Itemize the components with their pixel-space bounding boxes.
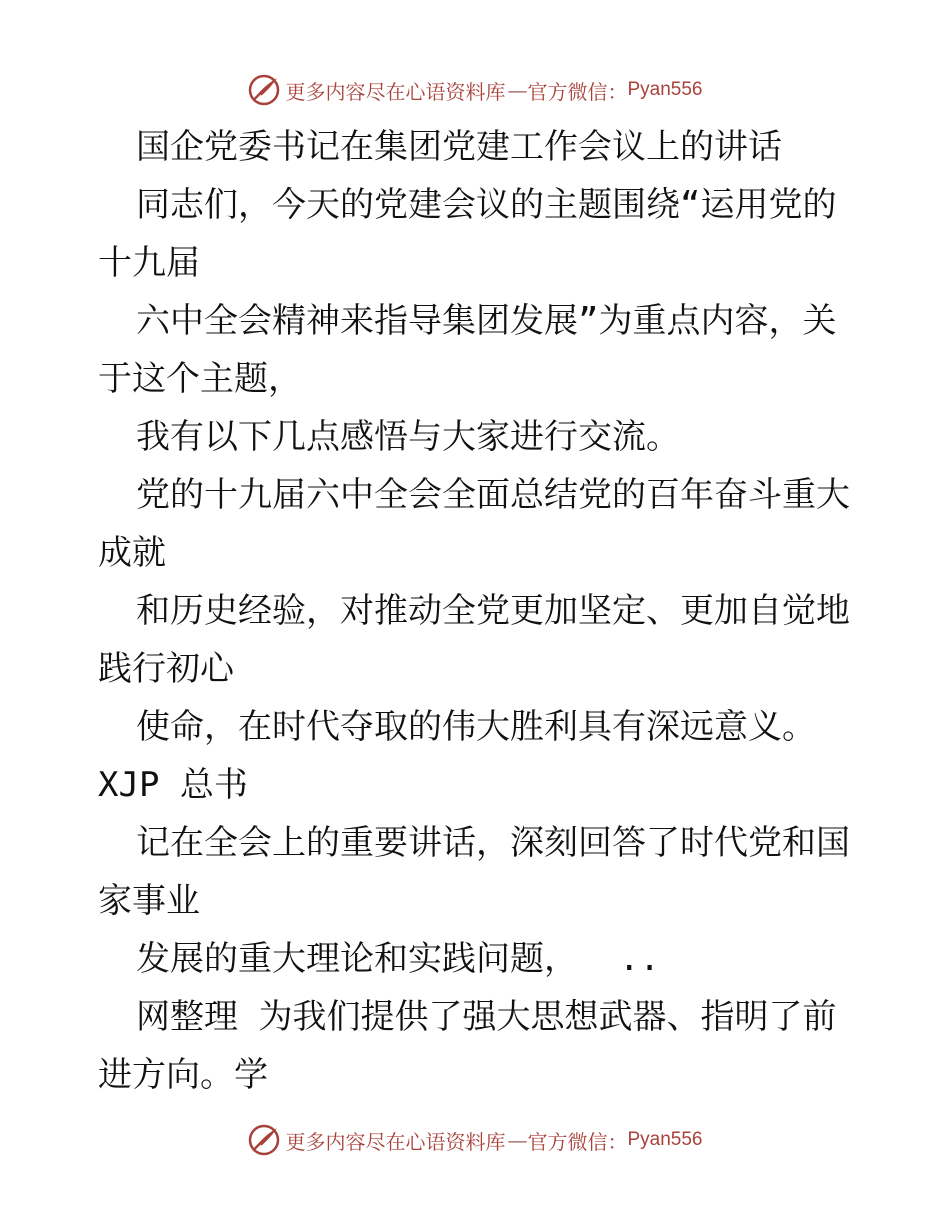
watermark-wechat-label: 官方微信： <box>527 79 628 104</box>
text-line: 和历史经验，对推动全党更加坚定、更加自觉地 <box>136 591 850 631</box>
text-line: 于这个主题， <box>98 359 302 399</box>
text-line: 同志们，今天的党建会议的主题围绕“运用党的 <box>136 185 837 225</box>
text-line: 十九届 <box>98 243 200 283</box>
quill-pen-logo-icon <box>247 73 281 107</box>
watermark-separator: — <box>507 78 526 102</box>
watermark-site-text: 更多内容尽在心语资料库 <box>285 79 506 104</box>
quill-pen-logo-icon <box>247 1123 281 1157</box>
text-line: 发展的重大理论和实践问题， .. <box>136 939 660 979</box>
watermark-site-text: 更多内容尽在心语资料库 <box>285 1129 506 1154</box>
text-line: 党的十九届六中全会全面总结党的百年奋斗重大 <box>136 475 850 515</box>
text-line: 六中全会精神来指导集团发展”为重点内容，关 <box>136 301 837 341</box>
header-watermark <box>0 70 950 110</box>
watermark-wechat-label: 官方微信： <box>527 1129 628 1154</box>
text-line: 践行初心 <box>98 649 234 689</box>
text-line: 我有以下几点感悟与大家进行交流。 <box>136 417 680 457</box>
text-line: 家事业 <box>98 881 200 921</box>
watermark-wechat-account: Pyan556 <box>627 79 703 100</box>
text-line: 网整理 为我们提供了强大思想武器、指明了前 <box>136 997 837 1037</box>
watermark-separator: — <box>507 1128 526 1152</box>
text-line: 成就 <box>98 533 166 573</box>
text-line: 进方向。学 <box>98 1055 268 1095</box>
document-title: 国企党委书记在集团党建工作会议上的讲话 <box>136 127 782 167</box>
text-line: 使命，在时代夺取的伟大胜利具有深远意义。 <box>136 707 816 747</box>
watermark-wechat-account: Pyan556 <box>627 1129 703 1150</box>
text-line: XJP 总书 <box>98 765 248 805</box>
document-body <box>98 118 858 1104</box>
text-line: 记在全会上的重要讲话，深刻回答了时代党和国 <box>136 823 850 863</box>
footer-watermark <box>0 1120 950 1160</box>
